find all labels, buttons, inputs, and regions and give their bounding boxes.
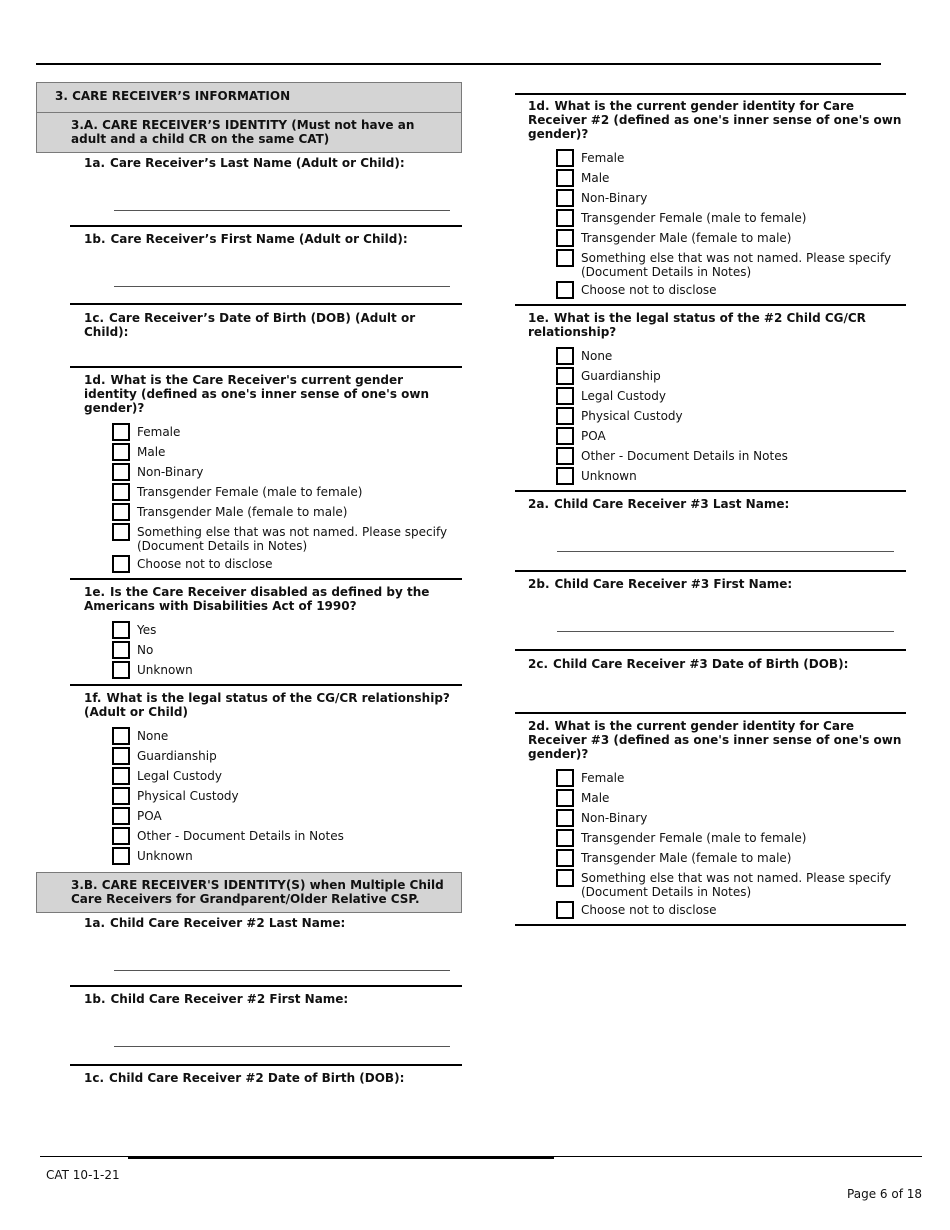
child3-gender-options	[515, 761, 906, 924]
option-label: No	[137, 643, 154, 657]
checkbox[interactable]	[556, 427, 574, 445]
question-child3-first-name	[515, 572, 906, 651]
option-female[interactable]	[112, 423, 462, 441]
checkbox[interactable]	[112, 827, 130, 845]
option-transgender-female[interactable]	[556, 209, 906, 227]
question-1e	[70, 580, 462, 686]
page-number: Page 6 of 18	[847, 1187, 922, 1201]
option-label: Choose not to disclose	[581, 283, 717, 297]
question-1c	[70, 305, 462, 368]
option-physical-custody[interactable]	[112, 787, 462, 805]
question-number: 2d.	[528, 719, 550, 733]
option-label: Yes	[137, 623, 157, 637]
option-label: Choose not to disclose	[581, 903, 717, 917]
checkbox[interactable]	[112, 807, 130, 825]
checkbox[interactable]	[556, 189, 574, 207]
option-something-else[interactable]	[556, 249, 906, 279]
question-1a	[70, 153, 462, 227]
option-label: Non-Binary	[581, 191, 648, 205]
question-text: What is the current gender identity for Care Receiver #2 (defined as one's inner sense of one's own gender)?	[528, 99, 902, 141]
right-column	[515, 93, 906, 926]
checkbox[interactable]	[112, 767, 130, 785]
question-1b	[70, 227, 462, 305]
option-something-else[interactable]	[556, 869, 906, 899]
question-text: Care Receiver’s Last Name (Adult or Child):	[110, 156, 405, 170]
child3-last-name-field[interactable]	[557, 551, 894, 552]
checkbox[interactable]	[556, 789, 574, 807]
checkbox[interactable]	[112, 463, 130, 481]
checkbox[interactable]	[112, 641, 130, 659]
option-label: Unknown	[137, 663, 193, 677]
question-child2-first-name	[70, 987, 462, 1066]
gender-options	[70, 415, 462, 578]
option-label: Physical Custody	[581, 409, 683, 423]
question-number: 1d.	[84, 373, 106, 387]
option-choose-not-to-disclose[interactable]	[112, 555, 462, 573]
option-label: Female	[581, 771, 625, 785]
checkbox[interactable]	[556, 447, 574, 465]
option-label: Legal Custody	[581, 389, 666, 403]
option-guardianship[interactable]	[556, 367, 906, 385]
question-text: What is the current gender identity for Care Receiver #3 (defined as one's inner sense of one's own gender)?	[528, 719, 902, 761]
question-text: Child Care Receiver #3 Date of Birth (DOB):	[553, 657, 849, 671]
top-rule	[36, 63, 881, 65]
checkbox[interactable]	[556, 149, 574, 167]
option-label: Unknown	[581, 469, 637, 483]
checkbox[interactable]	[556, 347, 574, 365]
legal-status-options	[70, 719, 462, 870]
option-label: Male	[581, 791, 610, 805]
option-label: Non-Binary	[581, 811, 648, 825]
option-male[interactable]	[556, 169, 906, 187]
question-text: Child Care Receiver #2 Date of Birth (DOB):	[109, 1071, 405, 1085]
checkbox[interactable]	[112, 503, 130, 521]
question-number: 2c.	[528, 657, 549, 671]
option-none[interactable]	[556, 347, 906, 365]
option-label: Choose not to disclose	[137, 557, 273, 571]
question-text: What is the legal status of the #2 Child CG/CR relationship?	[528, 311, 866, 339]
option-transgender-female[interactable]	[556, 829, 906, 847]
checkbox[interactable]	[556, 281, 574, 299]
section-header-care-receiver-info: 3. CARE RECEIVER’S INFORMATION	[36, 82, 462, 113]
option-label: None	[581, 349, 613, 363]
question-number: 1e.	[528, 311, 550, 325]
option-transgender-male[interactable]	[556, 229, 906, 247]
checkbox[interactable]	[556, 209, 574, 227]
option-label: Male	[137, 445, 166, 459]
question-number: 2a.	[528, 497, 550, 511]
checkbox[interactable]	[556, 387, 574, 405]
question-child2-last-name	[70, 913, 462, 987]
option-male[interactable]	[556, 789, 906, 807]
option-no[interactable]	[112, 641, 462, 659]
option-choose-not-to-disclose[interactable]	[556, 901, 906, 919]
question-text: Is the Care Receiver disabled as defined by the Americans with Disabilities Act of 1990?	[84, 585, 430, 613]
option-label: Something else that was not named. Please specify (Document Details in Notes)	[581, 251, 892, 279]
option-non-binary[interactable]	[556, 189, 906, 207]
question-number: 1b.	[84, 992, 106, 1006]
checkbox[interactable]	[112, 483, 130, 501]
option-label: Guardianship	[137, 749, 217, 763]
option-physical-custody[interactable]	[556, 407, 906, 425]
option-label: Other - Document Details in Notes	[137, 829, 344, 843]
first-name-field[interactable]	[114, 286, 450, 287]
checkbox[interactable]	[112, 847, 130, 865]
checkbox[interactable]	[556, 407, 574, 425]
question-text: Child Care Receiver #2 Last Name:	[110, 916, 346, 930]
option-label: Physical Custody	[137, 789, 239, 803]
question-text: Care Receiver’s First Name (Adult or Child):	[110, 232, 408, 246]
option-label: Male	[581, 171, 610, 185]
right-top-rule	[515, 93, 906, 95]
question-1f	[70, 686, 462, 870]
option-guardianship[interactable]	[112, 747, 462, 765]
option-other[interactable]	[112, 827, 462, 845]
question-number: 1e.	[84, 585, 106, 599]
question-text: Child Care Receiver #3 Last Name:	[554, 497, 790, 511]
option-none[interactable]	[112, 727, 462, 745]
option-unknown[interactable]	[112, 661, 462, 679]
question-number: 1d.	[528, 99, 550, 113]
option-male[interactable]	[112, 443, 462, 461]
disability-options	[70, 613, 462, 684]
section-header-multiple-child-receivers: 3.B. CARE RECEIVER'S IDENTITY(S) when Multiple Child Care Receivers for Grandparent/Older Relative CSP.	[36, 872, 462, 913]
option-label: Female	[581, 151, 625, 165]
checkbox[interactable]	[112, 787, 130, 805]
checkbox[interactable]	[112, 443, 130, 461]
checkbox[interactable]	[556, 169, 574, 187]
checkbox[interactable]	[556, 809, 574, 827]
checkbox[interactable]	[556, 229, 574, 247]
option-label: Transgender Female (male to female)	[581, 831, 807, 845]
option-label: Something else that was not named. Please specify (Document Details in Notes)	[581, 871, 892, 899]
option-label: Transgender Male (female to male)	[581, 231, 792, 245]
question-child3-dob	[515, 651, 906, 714]
checkbox[interactable]	[112, 727, 130, 745]
option-unknown[interactable]	[112, 847, 462, 865]
checkbox[interactable]	[112, 423, 130, 441]
checkbox[interactable]	[556, 467, 574, 485]
checkbox[interactable]	[112, 555, 130, 573]
checkbox[interactable]	[556, 869, 574, 887]
option-choose-not-to-disclose[interactable]	[556, 281, 906, 299]
option-transgender-male[interactable]	[112, 503, 462, 521]
question-child2-dob	[70, 1066, 462, 1085]
question-child3-gender	[515, 714, 906, 926]
option-yes[interactable]	[112, 621, 462, 639]
option-label: POA	[137, 809, 162, 823]
option-transgender-female[interactable]	[112, 483, 462, 501]
option-unknown[interactable]	[556, 467, 906, 485]
question-child2-gender	[515, 95, 906, 306]
option-female[interactable]	[556, 149, 906, 167]
option-label: Non-Binary	[137, 465, 204, 479]
question-number: 1c.	[84, 311, 105, 325]
question-number: 1b.	[84, 232, 106, 246]
form-id: CAT 10-1-21	[46, 1168, 120, 1182]
left-column	[36, 82, 462, 1085]
question-number: 1f.	[84, 691, 102, 705]
option-label: Transgender Female (male to female)	[137, 485, 363, 499]
option-other[interactable]	[556, 447, 906, 465]
question-number: 1a.	[84, 916, 106, 930]
footer-rule-thick	[128, 1157, 554, 1159]
option-label: Transgender Male (female to male)	[137, 505, 348, 519]
question-number: 1a.	[84, 156, 106, 170]
checkbox[interactable]	[112, 661, 130, 679]
option-label: Unknown	[137, 849, 193, 863]
child2-first-name-field[interactable]	[114, 1046, 450, 1047]
checkbox[interactable]	[556, 901, 574, 919]
question-text: Child Care Receiver #3 First Name:	[554, 577, 793, 591]
option-poa[interactable]	[112, 807, 462, 825]
option-label: Legal Custody	[137, 769, 222, 783]
option-label: Female	[137, 425, 181, 439]
option-legal-custody[interactable]	[556, 387, 906, 405]
child2-legal-options	[515, 339, 906, 490]
last-name-field[interactable]	[114, 210, 450, 211]
question-number: 2b.	[528, 577, 550, 591]
checkbox[interactable]	[112, 621, 130, 639]
option-poa[interactable]	[556, 427, 906, 445]
option-label: Transgender Male (female to male)	[581, 851, 792, 865]
option-label: Guardianship	[581, 369, 661, 383]
option-legal-custody[interactable]	[112, 767, 462, 785]
question-text: Care Receiver’s Date of Birth (DOB) (Adult or Child):	[84, 311, 416, 339]
question-number: 1c.	[84, 1071, 105, 1085]
checkbox[interactable]	[112, 747, 130, 765]
checkbox[interactable]	[556, 849, 574, 867]
section-header-care-receiver-identity: 3.A. CARE RECEIVER’S IDENTITY (Must not have an adult and a child CR on the same CAT)	[36, 113, 462, 153]
option-non-binary[interactable]	[556, 809, 906, 827]
checkbox[interactable]	[556, 829, 574, 847]
child3-first-name-field[interactable]	[557, 631, 894, 632]
question-text: What is the legal status of the CG/CR relationship? (Adult or Child)	[84, 691, 450, 719]
checkbox[interactable]	[112, 523, 130, 541]
option-non-binary[interactable]	[112, 463, 462, 481]
question-1d	[70, 368, 462, 580]
option-something-else[interactable]	[112, 523, 462, 553]
question-text: What is the Care Receiver's current gender identity (defined as one's inner sense of one's own gender)?	[84, 373, 430, 415]
child2-last-name-field[interactable]	[114, 970, 450, 971]
checkbox[interactable]	[556, 769, 574, 787]
checkbox[interactable]	[556, 249, 574, 267]
option-label: POA	[581, 429, 606, 443]
child2-gender-options	[515, 141, 906, 304]
option-label: None	[137, 729, 169, 743]
checkbox[interactable]	[556, 367, 574, 385]
question-child2-legal-status	[515, 306, 906, 492]
option-transgender-male[interactable]	[556, 849, 906, 867]
option-female[interactable]	[556, 769, 906, 787]
question-child3-last-name	[515, 492, 906, 572]
option-label: Other - Document Details in Notes	[581, 449, 788, 463]
option-label: Something else that was not named. Please specify (Document Details in Notes)	[137, 525, 448, 553]
option-label: Transgender Female (male to female)	[581, 211, 807, 225]
question-text: Child Care Receiver #2 First Name:	[110, 992, 349, 1006]
